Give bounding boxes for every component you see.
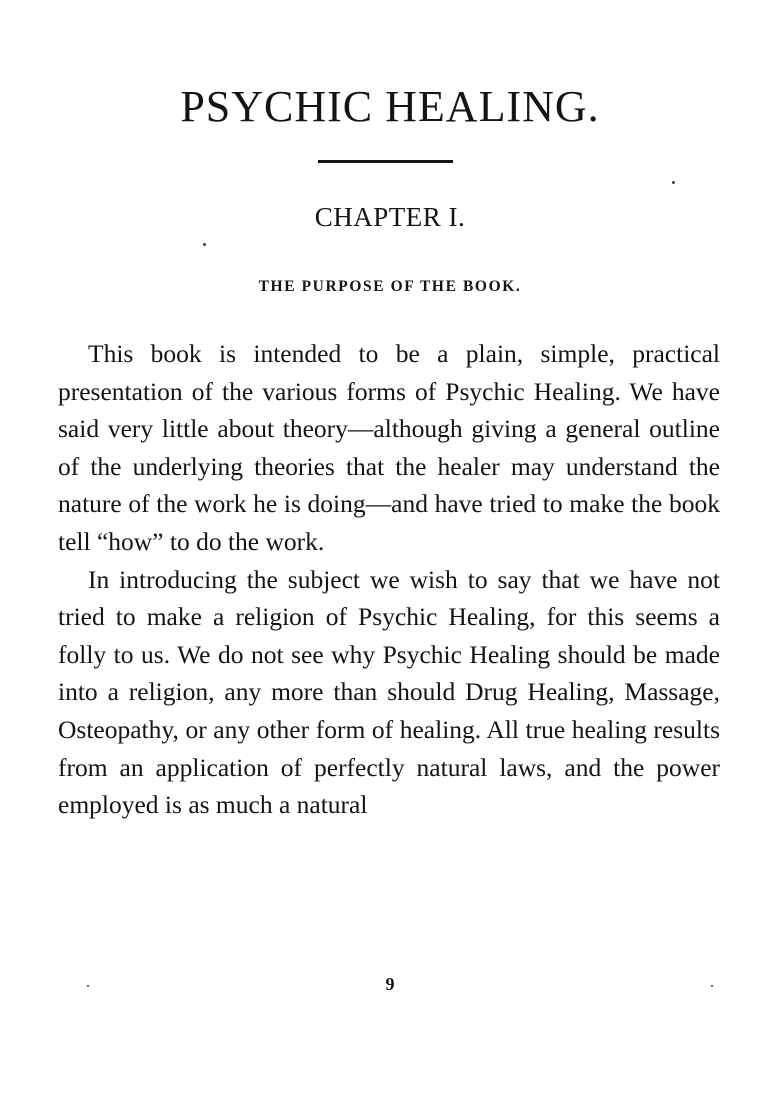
title-divider-rule	[318, 160, 453, 163]
page-number: 9	[385, 974, 395, 994]
print-speck	[672, 181, 675, 184]
paragraph: This book is intended to be a plain, simple, practical presentation of the various forms of Psychic Healing. We have said very little about theory—although giving a general outline of the underlying theories that the healer may understand the nature of the work he is doing—and have tried to make the book tell “how” to do the work.	[58, 339, 720, 556]
section-heading: THE PURPOSE OF THE BOOK.	[258, 278, 522, 295]
print-speck	[711, 985, 713, 987]
chapter-heading: CHAPTER I.	[314, 202, 466, 232]
print-speck	[203, 243, 206, 246]
book-title: PSYCHIC HEALING.	[180, 82, 600, 131]
paragraph: In introducing the subject we wish to say that we have not tried to make a religion of Psychic Healing, for this seems a folly to us. We do not see why Psychic Healing should be made into a religion, any more than should Drug Healing, Massage, Osteopathy, or any other form of healing. All true healing results from an application of perfectly natural laws, and the power employed is as much a natural	[58, 564, 720, 820]
body-text	[58, 335, 720, 824]
print-speck	[87, 985, 89, 987]
